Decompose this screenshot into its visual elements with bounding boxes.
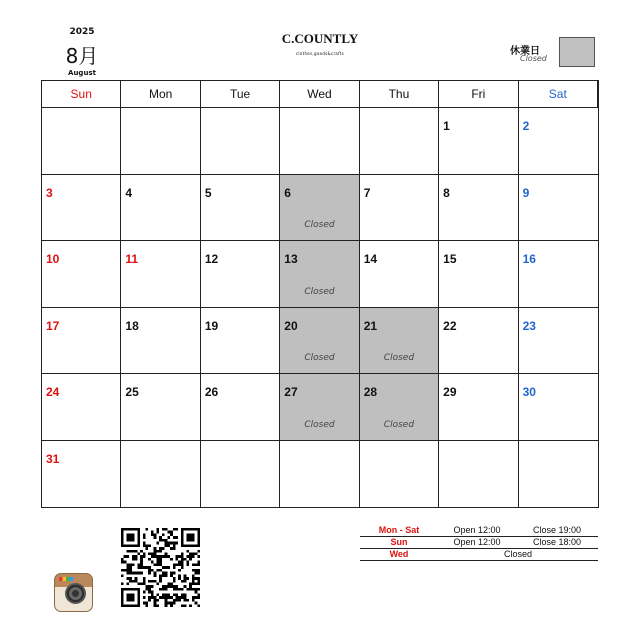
day-number: 14 [363,252,378,266]
hours-close: Close 19:00 [532,525,582,535]
day-cell-1 [439,108,518,175]
day-cell-8 [439,175,518,242]
month-title: 8月 [65,44,99,68]
day-number: 15 [443,252,457,266]
day-cell-18 [121,308,200,375]
closed-label: Closed [304,419,335,430]
weekday-header-sun: Sun [42,81,121,108]
hours-close: Close 18:00 [532,537,582,547]
hours-closed: Closed [503,549,532,559]
day-number: 13 [284,252,298,266]
day-cell-empty [360,108,439,175]
hours-day: Mon - Sat [378,525,420,535]
day-cell-empty [439,441,518,508]
day-cell-2 [519,108,598,175]
day-number: 3 [46,185,53,200]
day-cell-empty [201,108,280,175]
weekday-header-wed: Wed [280,81,359,108]
day-cell-31 [42,441,121,508]
day-cell-empty [280,441,359,508]
day-number: 29 [443,385,457,399]
day-cell-3 [42,175,121,242]
day-cell-9 [519,175,598,242]
day-cell-29 [439,374,518,441]
hours-row [360,537,598,549]
year: 2025 [69,27,95,37]
day-number: 4 [125,185,133,200]
day-number: 24 [46,385,60,399]
day-number: 12 [204,252,219,266]
hours-open: Open 12:00 [453,525,501,535]
day-number: 30 [522,385,536,399]
day-number: 8 [443,185,450,200]
day-cell-6 [280,175,359,242]
closed-label: Closed [304,353,335,363]
day-cell-empty [201,441,280,508]
day-cell-14 [360,241,439,308]
day-number: 27 [284,385,298,399]
day-cell-empty [121,441,200,508]
day-number: 11 [125,252,139,266]
day-cell-28 [360,374,439,441]
weekday-header-sat: Sat [519,81,598,108]
day-cell-27 [280,374,359,441]
day-number: 28 [363,385,378,399]
day-number: 22 [443,318,457,333]
day-cell-7 [360,175,439,242]
day-cell-4 [121,175,200,242]
day-cell-empty [360,441,439,508]
hours-day: Sun [390,537,408,547]
day-cell-21 [360,308,439,375]
hours-row [360,525,598,537]
weekday-header-tue: Tue [201,81,280,108]
legend-sub-label: Closed [520,54,547,63]
day-cell-15 [439,241,518,308]
day-number: 10 [46,252,60,266]
day-number: 5 [204,185,212,200]
closed-label: Closed [304,286,335,297]
brand-logo: C.COUNTLY [281,31,359,46]
day-cell-22 [439,308,518,375]
day-cell-empty [42,108,121,175]
legend-closed-swatch [559,37,595,67]
day-cell-10 [42,241,121,308]
day-cell-20 [280,308,359,375]
day-number: 21 [363,318,378,333]
closed-label: Closed [383,353,415,363]
qr-code[interactable] [121,528,200,607]
instagram-stripe [59,577,73,581]
day-cell-5 [201,175,280,242]
day-number: 9 [522,185,530,200]
day-number: 19 [204,318,219,333]
instagram-lens [65,583,86,604]
day-cell-23 [519,308,598,375]
day-cell-30 [519,374,598,441]
day-cell-11 [121,241,200,308]
day-number: 6 [284,185,291,200]
day-number: 31 [46,451,60,466]
closed-label: Closed [383,419,415,430]
day-number: 7 [363,185,371,200]
hours-day: Wed [389,549,409,559]
day-number: 25 [125,385,139,399]
closed-label: Closed [304,220,335,230]
day-number: 2 [522,119,530,133]
day-cell-empty [519,441,598,508]
month-english: August [68,69,96,77]
day-cell-25 [121,374,200,441]
day-cell-19 [201,308,280,375]
day-number: 18 [125,318,139,333]
day-cell-empty [121,108,200,175]
weekday-header-fri: Fri [439,81,518,108]
day-cell-12 [201,241,280,308]
instagram-icon[interactable] [54,573,93,612]
legend-label: 休業日 [510,46,540,57]
business-hours-table [360,525,598,561]
day-cell-empty [280,108,359,175]
hours-open: Open 12:00 [453,537,501,547]
day-number: 20 [284,318,298,333]
day-cell-26 [201,374,280,441]
day-number: 26 [204,385,219,399]
calendar-grid [41,80,599,508]
day-number: 17 [46,318,60,333]
day-number: 1 [443,119,450,133]
weekday-header-mon: Mon [121,81,200,108]
day-number: 16 [522,252,536,266]
weekday-header-thu: Thu [360,81,439,108]
day-cell-17 [42,308,121,375]
day-cell-24 [42,374,121,441]
hours-row [360,549,598,561]
day-number: 23 [522,318,536,333]
day-cell-16 [519,241,598,308]
day-cell-13 [280,241,359,308]
brand-tagline: clothes,goods&crafts [295,51,345,56]
